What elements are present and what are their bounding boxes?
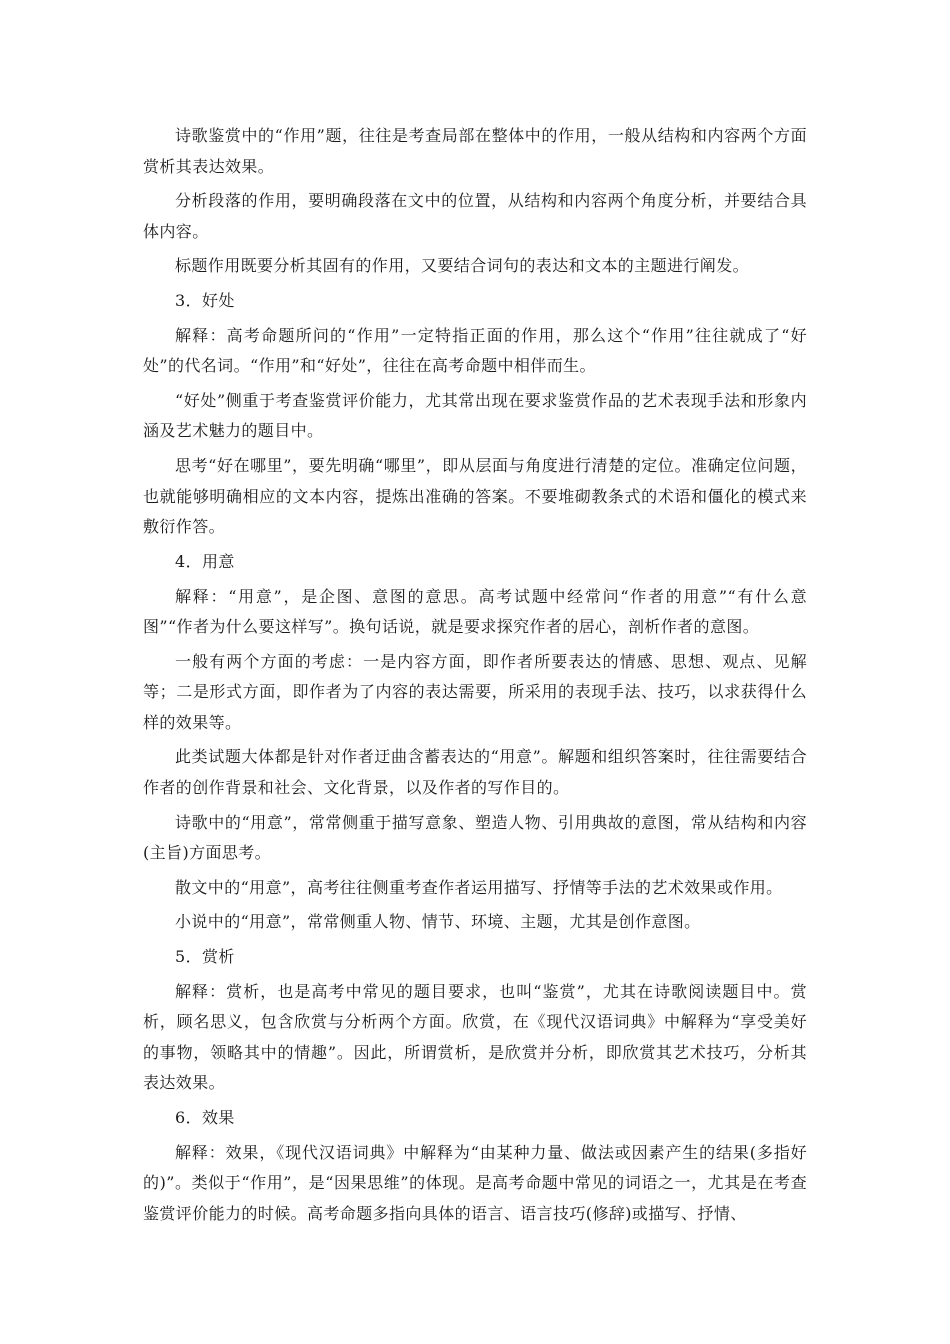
paragraph-intention-explanation: 解释：“用意”，是企图、意图的意思。高考试题中经常问“作者的用意”“有什么意图”“作者为什么要这样写”。换句话说，就是要求探究作者的居心，剖析作者的意图。 [143, 586, 807, 636]
paragraph-intention-fiction: 小说中的“用意”，常常侧重人物、情节、环境、主题，尤其是创作意图。 [175, 912, 701, 932]
paragraph-intention-prose: 散文中的“用意”，高考往往侧重考查作者运用描写、抒情等手法的艺术效果或作用。 [175, 877, 783, 897]
paragraph-intention-approach: 此类试题大体都是针对作者迂曲含蓄表达的“用意”。解题和组织答案时，往往需要结合作者的创作背景和社会、文化背景，以及作者的写作目的。 [143, 747, 807, 797]
paragraph-intention-poetry: 诗歌中的“用意”，常常侧重于描写意象、塑造人物、引用典故的意图，常从结构和内容(主旨)方面思考。 [143, 812, 807, 863]
paragraph-section-function: 分析段落的作用，要明确段落在文中的位置，从结构和内容两个角度分析，并要结合具体内容。 [143, 191, 807, 241]
document-page [143, 121, 807, 1233]
paragraph-benefit-explanation: 解释：高考命题所问的“作用”一定特指正面的作用，那么这个“作用”往往就成了“好处”的代名词。“作用”和“好处”，往往在高考命题中相伴而生。 [143, 325, 807, 376]
section-heading-intention: 4．用意 [175, 551, 235, 571]
paragraph-title-function: 标题作用既要分析其固有的作用，又要结合词句的表达和文本的主题进行阐发。 [175, 256, 750, 276]
paragraph-appreciation-explanation: 解释：赏析，也是高考中常见的题目要求，也叫“鉴赏”，尤其在诗歌阅读题目中。赏析，顾名思义，包含欣赏与分析两个方面。欣赏，在《现代汉语词典》中解释为“享受美好的事物，领略其中的情趣”。因此，所谓赏析，是欣赏并分析，即欣赏其艺术技巧，分析其表达效果。 [143, 981, 807, 1093]
paragraph-poetry-function: 诗歌鉴赏中的“作用”题，往往是考查局部在整体中的作用，一般从结构和内容两个方面赏析其表达效果。 [143, 126, 807, 176]
paragraph-intention-aspects: 一般有两个方面的考虑：一是内容方面，即作者所要表达的情感、思想、观点、见解等；二是形式方面，即作者为了内容的表达需要，所采用的表现手法、技巧，以求获得什么样的效果等。 [143, 651, 807, 732]
paragraph-effect-explanation: 解释：效果，《现代汉语词典》中解释为“由某种力量、做法或因素产生的结果(多指好的)”。类似于“作用”，是“因果思维”的体现。是高考命题中常见的词语之一，尤其是在考查鉴赏评价能力的时候。高考命题多指向具体的语言、语言技巧(修辞)或描写、抒情、 [143, 1142, 807, 1223]
section-heading-effect: 6．效果 [175, 1108, 235, 1127]
section-heading-appreciation: 5．赏析 [175, 947, 235, 967]
paragraph-benefit-focus: “好处”侧重于考查鉴赏评价能力，尤其常出现在要求鉴赏作品的艺术表现手法和形象内涵及艺术魅力的题目中。 [143, 390, 807, 441]
paragraph-benefit-thinking: 思考“好在哪里”，要先明确“哪里”，即从层面与角度进行清楚的定位。准确定位问题，也就能够明确相应的文本内容，提炼出准确的答案。不要堆砌教条式的术语和僵化的模式来敷衍作答。 [143, 456, 807, 537]
section-heading-benefit: 3．好处 [175, 291, 235, 311]
